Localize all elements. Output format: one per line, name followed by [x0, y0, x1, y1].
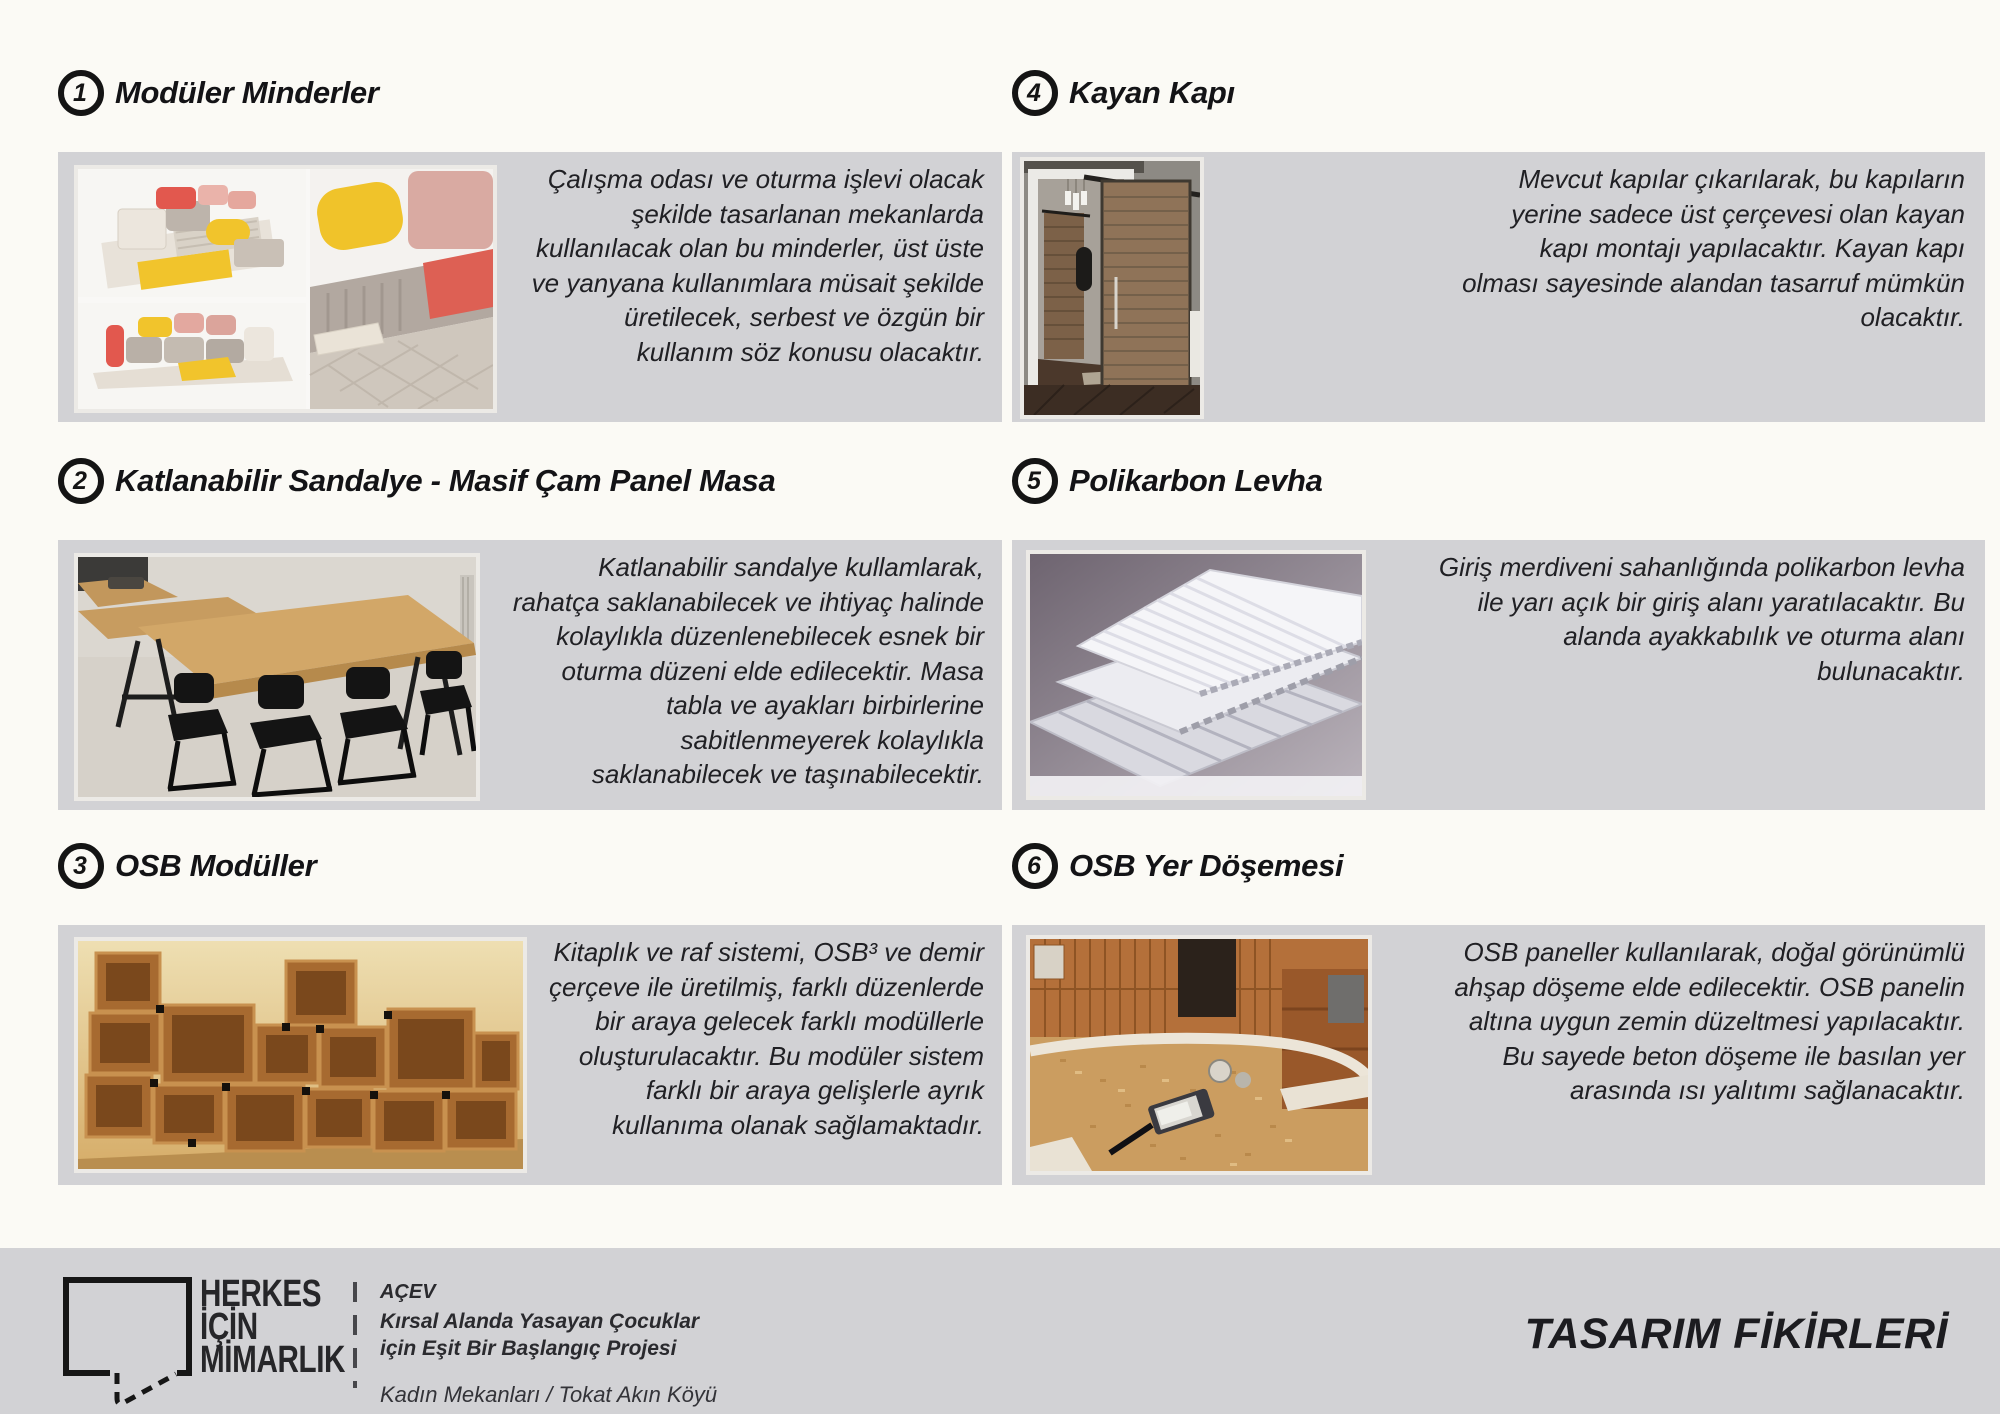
section-number-badge: 5 [1012, 458, 1058, 504]
project-org: AÇEV [380, 1281, 436, 1303]
section-6-header [1012, 843, 1985, 889]
section-description: Mevcut kapılar çıkarılarak, bu kapıların yerine sadece üst çerçevesi olan kayan kapı montajı yapılacaktır. Kayan kapı olması sayesinde alandan tasarruf mümkün olacaktır. [1462, 164, 1965, 332]
logo-line-2: İÇİN [200, 1306, 258, 1348]
footer-divider [352, 1282, 358, 1393]
section-title: Kayan Kapı [1069, 75, 1235, 110]
section-4-header [1012, 70, 1985, 116]
section-4-text-area [1204, 152, 1985, 343]
folding-chairs-table-photo [74, 553, 480, 801]
section-number-badge: 6 [1012, 843, 1058, 889]
section-2-panel [58, 540, 1002, 810]
project-location: Kadın Mekanları / Tokat Akın Köyü [380, 1382, 718, 1407]
section-number-badge: 4 [1012, 70, 1058, 116]
section-5 [1012, 458, 1985, 810]
section-title: Modüler Minderler [115, 75, 379, 110]
sliding-door-photo [1020, 157, 1204, 419]
osb-floor-photo [1026, 935, 1372, 1175]
section-1-header [58, 70, 1002, 116]
section-4 [1012, 70, 1985, 422]
section-3-text-area [527, 925, 1002, 1150]
osb-modules-photo [74, 937, 527, 1173]
project-name-line-2: için Eşit Bir Başlangıç Projesi [380, 1337, 677, 1360]
section-title: Katlanabilir Sandalye - Masif Çam Panel Masa [115, 463, 776, 498]
section-2 [58, 458, 1002, 810]
section-title: OSB Modüller [115, 848, 317, 883]
section-1 [58, 70, 1002, 422]
row-1 [0, 70, 2000, 422]
section-number-badge: 1 [58, 70, 104, 116]
section-5-text-area [1366, 540, 1985, 696]
row-3 [0, 843, 2000, 1185]
polycarbonate-sheets-photo [1026, 550, 1366, 800]
section-description: Katlanabilir sandalye kullamlarak, rahatça saklanabilecek ve ihtiyaç halinde kolaylıkla düzenlenebilecek esnek bir oturma düzeni elde edilecektir. Masa tabla ve ayakları birbirlerine sabitlenmeyerek kolaylıkla saklanabilecek ve taşınabilecektir. [512, 552, 984, 789]
footer [0, 1248, 2000, 1414]
logo-line-3: MİMARLIK [200, 1339, 346, 1381]
section-6-panel [1012, 925, 1985, 1185]
section-5-panel [1012, 540, 1985, 810]
page-title: TASARIM FİKİRLERİ [1524, 1310, 1948, 1358]
section-title: Polikarbon Levha [1069, 463, 1323, 498]
logo-line-1: HERKES [200, 1273, 322, 1315]
modular-cushions-photo [74, 165, 497, 413]
section-description: Giriş merdiveni sahanlığında polikarbon levha ile yarı açık bir giriş alanı yaratılacaktır. Bu alanda ayakkabılık ve oturma alanı bulunacaktır. [1438, 552, 1965, 686]
section-description: Çalışma odası ve oturma işlevi olacak şekilde tasarlanan mekanlarda kullanılacak olan bu minderler, üst üste ve yanyana kullanımlara müsait şekilde üretilecek, serbest ve özgün bir kullanım söz konusu olacaktır. [531, 164, 984, 367]
section-description: Kitaplık ve raf sistemi, OSB³ ve demir çerçeve ile üretilmiş, farklı düzenlerde bir araya gelecek farklı modüllerle oluşturulacaktır. Bu modüler sistem farklı bir araya gelişlerle ayrık kullanıma olanak sağlamaktadır. [549, 937, 984, 1140]
section-description: OSB paneller kullanılarak, doğal görünümlü ahşap döşeme elde edilecektir. OSB panelin altına uygun zemin düzeltmesi yapılacaktır. Bu sayede beton döşeme ile basılan yer arasında ısı yalıtımı sağlanacaktır. [1454, 937, 1965, 1105]
section-3 [58, 843, 1002, 1185]
section-number-badge: 2 [58, 458, 104, 504]
section-2-text-area [480, 540, 1002, 800]
section-number-badge: 3 [58, 843, 104, 889]
section-4-panel [1012, 152, 1985, 422]
section-1-panel [58, 152, 1002, 422]
section-title: OSB Yer Döşemesi [1069, 848, 1344, 883]
speech-bubble-logo-icon [60, 1274, 194, 1414]
section-3-header [58, 843, 1002, 889]
project-info [380, 1281, 717, 1408]
section-6-text-area [1372, 925, 1985, 1116]
section-5-header [1012, 458, 1985, 504]
section-6 [1012, 843, 1985, 1185]
logo-wordmark [200, 1273, 346, 1381]
section-3-panel [58, 925, 1002, 1185]
section-2-header [58, 458, 1002, 504]
section-1-text-area [497, 152, 1002, 377]
row-2 [0, 458, 2000, 810]
project-name-line-1: Kırsal Alanda Yasayan Çocuklar [380, 1310, 700, 1333]
